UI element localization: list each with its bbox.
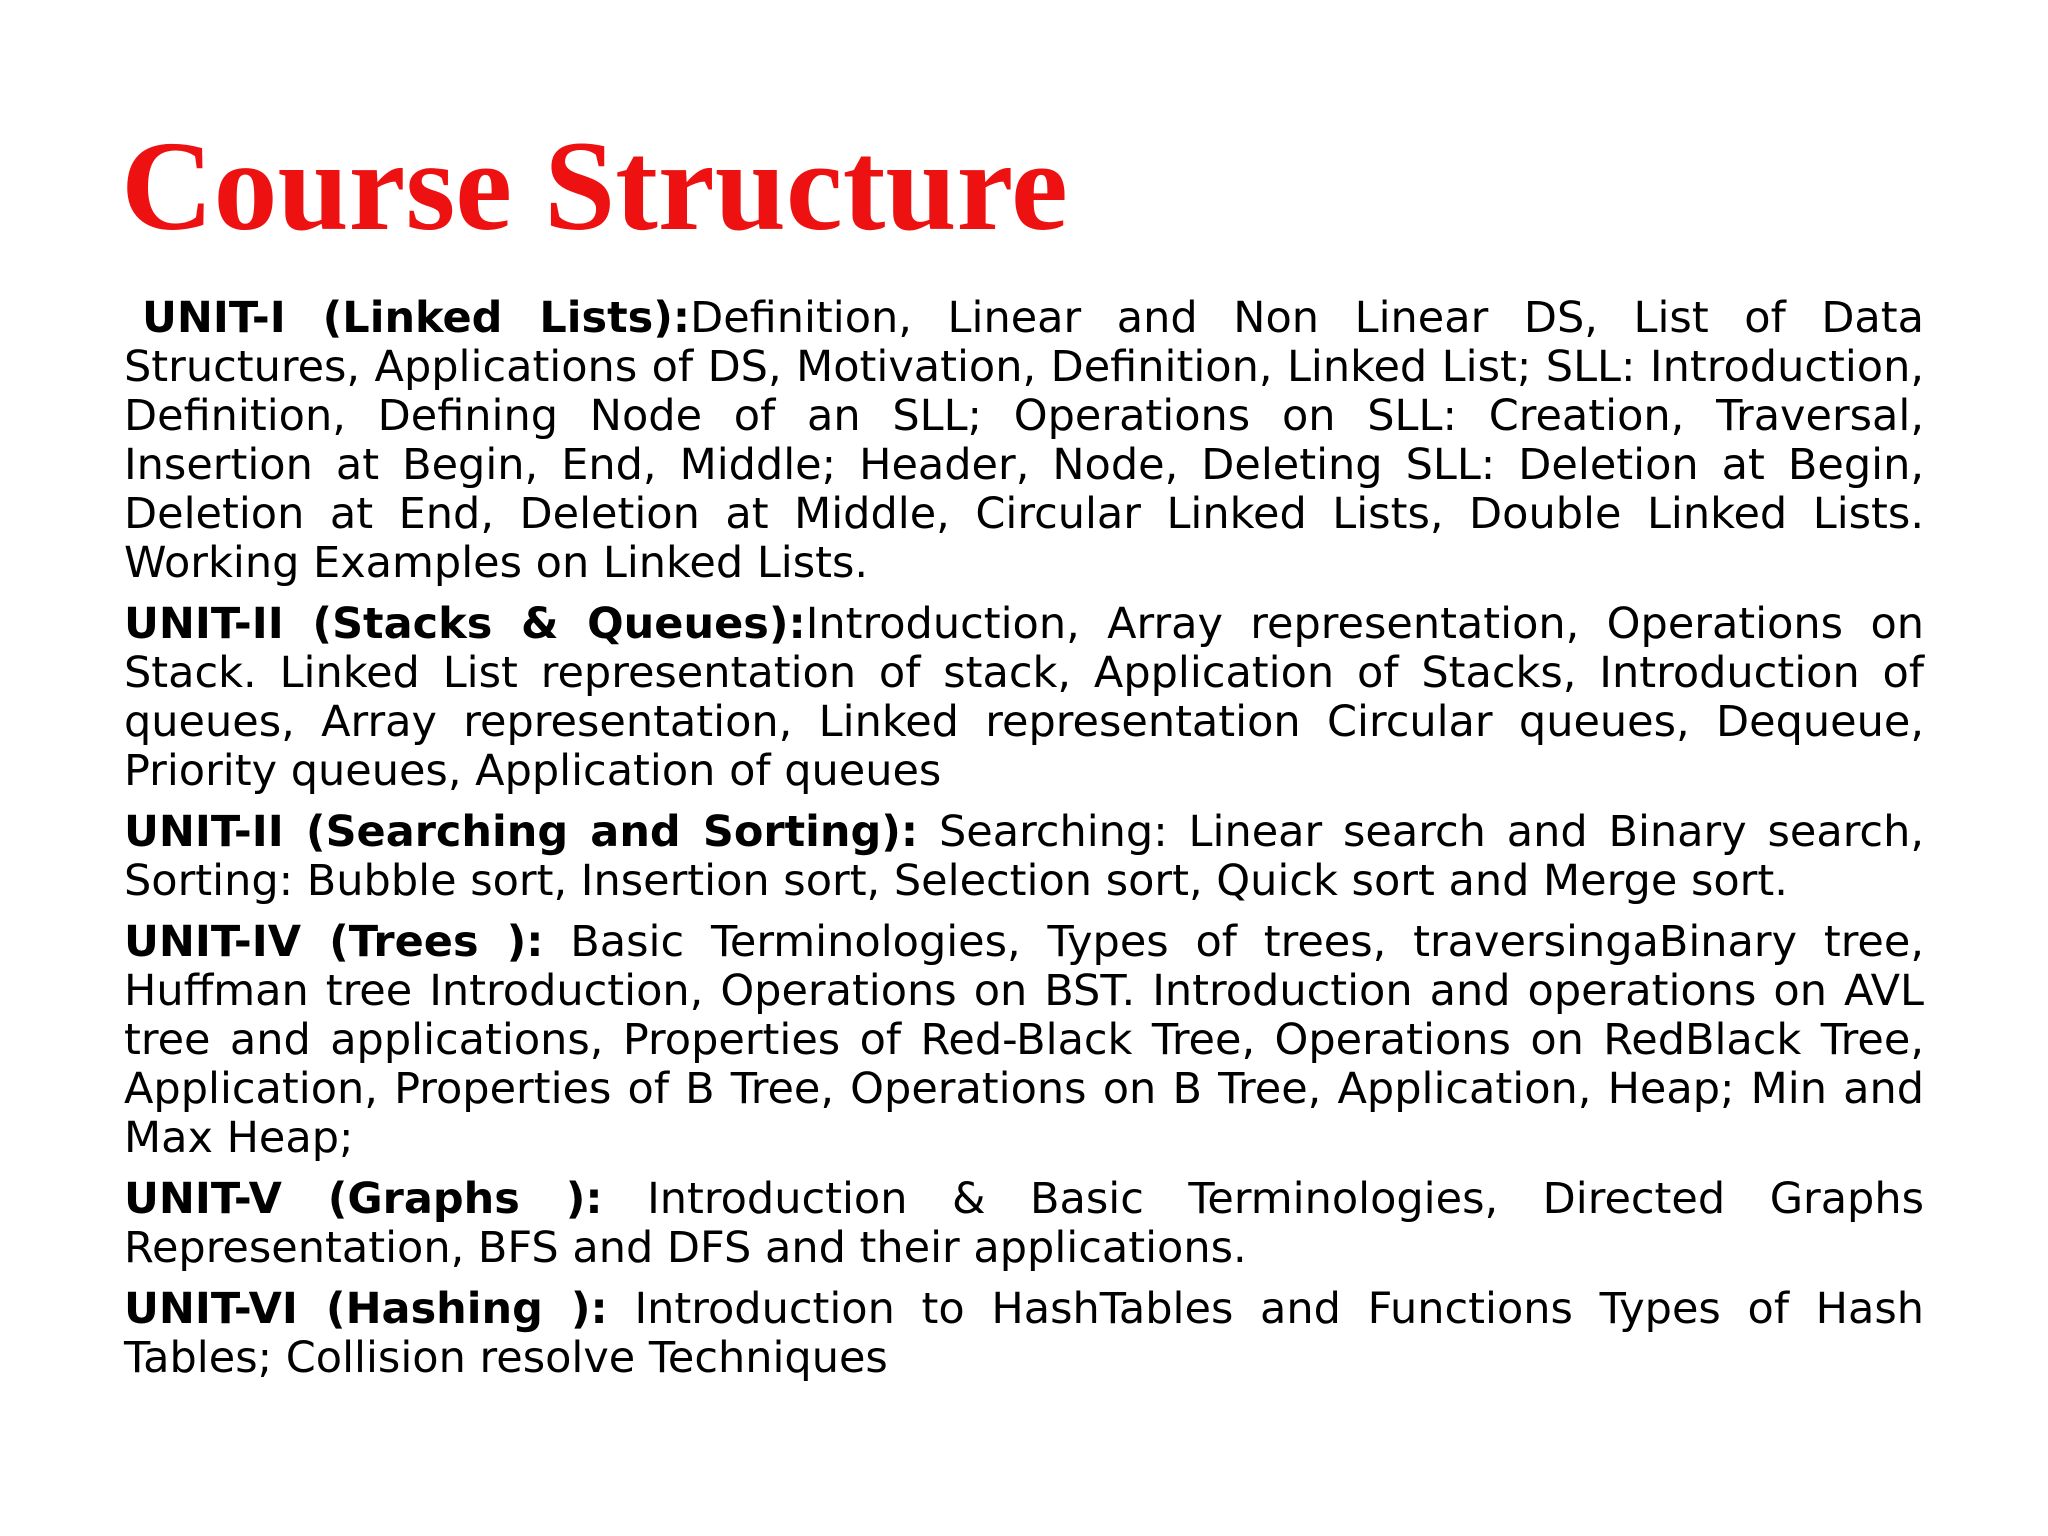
unit-description: Introduction, Array representation, Operations on Stack. Linked List representation of stack, Application of Stacks, Introduction of queues, Array representation, Linked representation Circular queues, Dequeue, Priority queues, Application of queues (124, 599, 1925, 796)
unit-list (124, 294, 1924, 1395)
unit-description: Introduction to HashTables and Functions Types of Hash Tables; Collision resolve Techniques (124, 1284, 1925, 1383)
unit-description: Searching: Linear search and Binary search, Sorting: Bubble sort, Insertion sort, Selection sort, Quick sort and Merge sort. (124, 807, 1924, 906)
unit-item-5 (124, 1175, 1924, 1273)
unit-item-1 (124, 294, 1924, 588)
unit-item-6 (124, 1285, 1924, 1383)
unit-heading: UNIT-II (Stacks & Queues): (124, 599, 806, 649)
unit-item-4 (124, 918, 1924, 1163)
unit-item-2 (124, 600, 1924, 796)
unit-item-3 (124, 808, 1924, 906)
unit-heading: UNIT-VI (Hashing ): (124, 1284, 608, 1334)
unit-heading: UNIT-I (Linked Lists): (142, 293, 691, 343)
unit-description: Definition, Linear and Non Linear DS, List of Data Structures, Applications of DS, Motivation, Definition, Linked List; SLL: Introduction, Definition, Defining Node of an SLL; Operations on SLL: Creation, Traversal, Insertion at Begin, End, Middle; Header, Node, Deleting SLL: Deletion at Begin, Deletion at End, Deletion at Middle, Circular Linked Lists, Double Linked Lists. Working Examples on Linked Lists. (124, 293, 1924, 588)
unit-heading: UNIT-II (Searching and Sorting): (124, 807, 919, 857)
unit-heading: UNIT-V (Graphs ): (124, 1174, 603, 1224)
unit-description: Basic Terminologies, Types of trees, traversingaBinary tree, Huffman tree Introduction, Operations on BST. Introduction and operations on AVL tree and applications, Properties of Red-Black Tree, Operations on RedBlack Tree, Application, Properties of B Tree, Operations on B Tree, Application, Heap; Min and Max Heap; (124, 917, 1925, 1163)
unit-heading: UNIT-IV (Trees ): (124, 917, 544, 967)
unit-description: Introduction & Basic Terminologies, Directed Graphs Representation, BFS and DFS and their applications. (124, 1174, 1924, 1273)
slide-title: Course Structure (121, 115, 1068, 257)
